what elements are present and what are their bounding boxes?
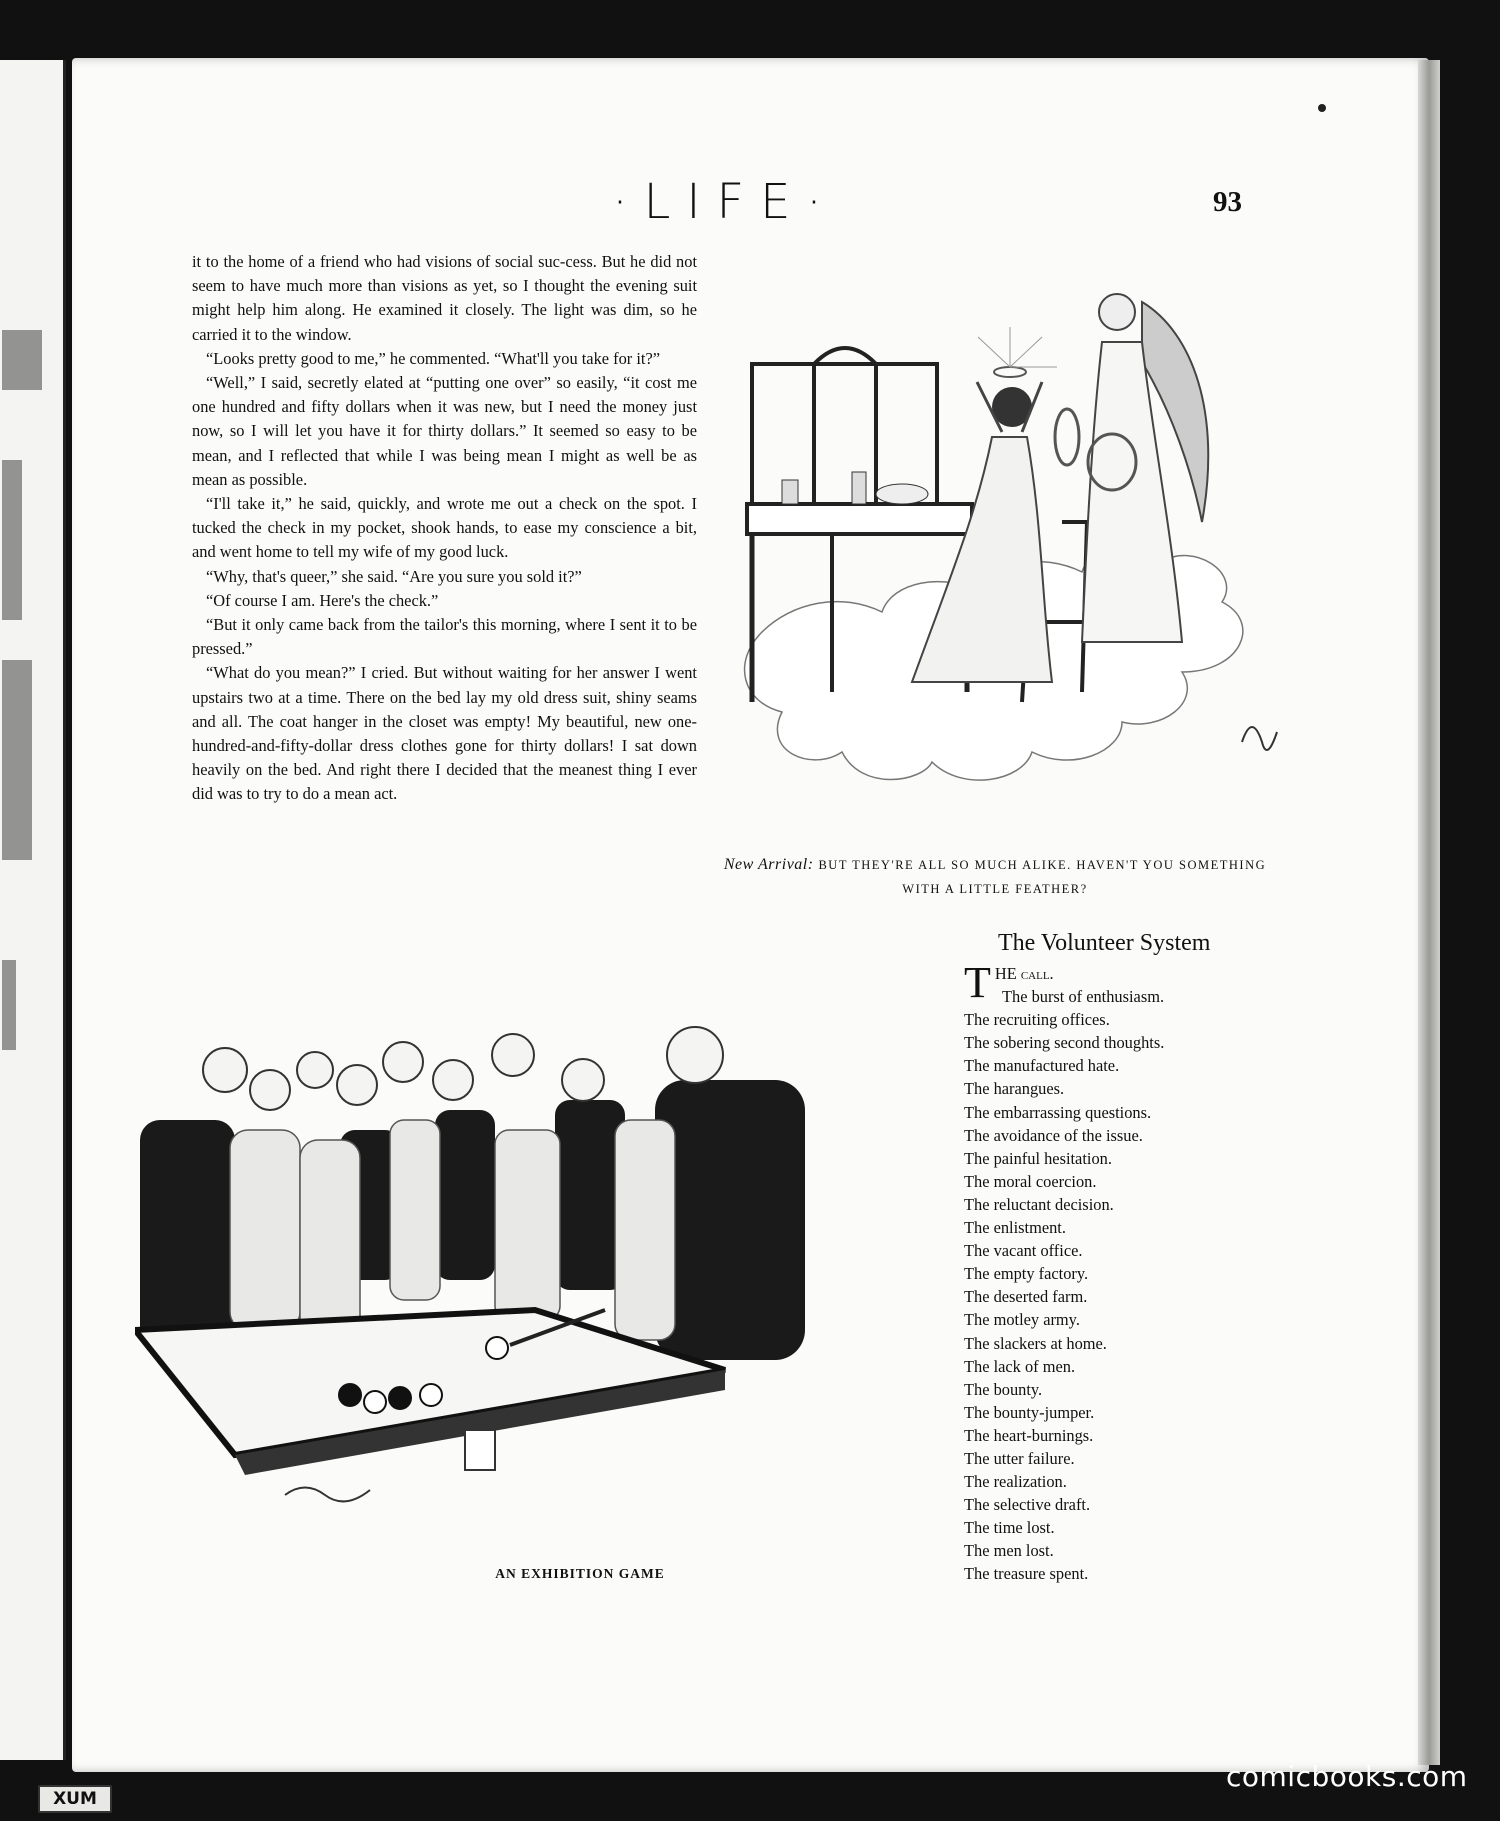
story-paragraph: “Looks pretty good to me,” he commented. “What'll you take for it?” (206, 348, 660, 368)
story-paragraph: “What do you mean?” I cried. But without waiting for her answer I went upstairs two at a time. There on the bed lay my old dress suit, shiny seams and all. The coat hanger in the closet was empty! My beautiful, new one-hundred-and-fifty-dollar dress clothes gone for thirty dollars! I sat down heavily on the bed. And right there I decided that the meanest thing I ever did was to try to do a mean act. (192, 663, 697, 804)
magazine-masthead: ·LIFE· (612, 174, 838, 230)
adjacent-page-edge (0, 60, 66, 1760)
poem-line: The bounty-jumper. (964, 1402, 1095, 1422)
poem-title: The Volunteer System (998, 930, 1211, 956)
story-paragraph: “Why, that's queer,” she said. “Are you sure you sold it?” (206, 566, 582, 586)
poem-line: The painful hesitation. (964, 1148, 1112, 1168)
poem-line: The vacant office. (964, 1241, 1083, 1261)
angel-cartoon-caption (720, 853, 1270, 901)
xum-badge: XUM (38, 1785, 112, 1813)
billiards-illustration (135, 1010, 905, 1510)
story-paragraph: “I'll take it,” he said, quickly, and wrote me out a check on the spot. I tucked the check in my pocket, shook hands, to ease my conscience a bit, and went home to tell my wife of my good luck. (192, 494, 697, 562)
poem-line: The recruiting offices. (964, 1010, 1110, 1030)
poem-line: The men lost. (964, 1541, 1054, 1561)
story-paragraph: “But it only came back from the tailor's this morning, where I sent it to be pressed.” (192, 615, 697, 659)
page-stack-edge (1418, 60, 1440, 1765)
poem-line: The moral coercion. (964, 1171, 1097, 1191)
caption-speaker: New Arrival: (723, 856, 814, 873)
poem-line: The motley army. (964, 1310, 1080, 1330)
poem-line: The treasure spent. (964, 1564, 1089, 1584)
adjacent-page-artwork (2, 460, 22, 620)
poem-line: The manufactured hate. (964, 1056, 1120, 1076)
poem-dropcap: T (964, 958, 991, 1007)
poem-line: The bounty. (964, 1379, 1043, 1399)
poem-body (964, 958, 1254, 1586)
poem-line: The avoidance of the issue. (964, 1125, 1143, 1145)
poem-line: The utter failure. (964, 1448, 1075, 1468)
poem-line: The slackers at home. (964, 1333, 1107, 1353)
poem-line: The time lost. (964, 1518, 1055, 1538)
story-paragraph: “Well,” I said, secretly elated at “putting one over” so easily, “it cost me one hundred and fifty dollars when it was new, but I need the money just now, so I will let you have it for thirty dollars.” It seemed so easy to be mean, and I reflected that while I was being mean I might as well be as mean as possible. (192, 373, 697, 489)
angel-vanity-illustration (722, 272, 1282, 842)
poem-line: The harangues. (964, 1079, 1065, 1099)
adjacent-page-artwork (2, 660, 32, 860)
poem-line: The lack of men. (964, 1356, 1076, 1376)
billiards-cartoon-caption: AN EXHIBITION GAME (495, 1566, 665, 1581)
poem-line: The deserted farm. (964, 1287, 1088, 1307)
adjacent-page-artwork (2, 330, 42, 390)
poem-line: The heart-burnings. (964, 1425, 1094, 1445)
story-paragraph: it to the home of a friend who had visions of social suc-cess. But he did not seem to have much more than visions as yet, so I thought the evening suit might help him along. He examined it closely. The light was dim, so he carried it to the window. (192, 252, 697, 344)
story-column (192, 250, 697, 807)
poem-line: The sobering second thoughts. (964, 1033, 1165, 1053)
poem-line: The realization. (964, 1472, 1067, 1492)
story-paragraph: “Of course I am. Here's the check.” (206, 590, 439, 610)
billiards-drawing (135, 1010, 905, 1510)
poem-line: The enlistment. (964, 1218, 1066, 1238)
poem-line: The empty factory. (964, 1264, 1089, 1284)
adjacent-page-artwork (2, 960, 16, 1050)
poem-line: The reluctant decision. (964, 1194, 1114, 1214)
poem-line: HE call. (994, 964, 1054, 983)
poem-line: The selective draft. (964, 1495, 1091, 1515)
page-number: 93 (1213, 186, 1242, 218)
poem-line: The burst of enthusiasm. (1002, 987, 1165, 1007)
poem-line: The embarrassing questions. (964, 1102, 1152, 1122)
site-watermark: comicbooks.com (1226, 1760, 1468, 1793)
ink-spot (1318, 104, 1326, 112)
angel-vanity-drawing (722, 272, 1282, 842)
caption-text: BUT THEY'RE ALL SO MUCH ALIKE. HAVEN'T YOU SOMETHING WITH A LITTLE FEATHER? (818, 858, 1267, 896)
